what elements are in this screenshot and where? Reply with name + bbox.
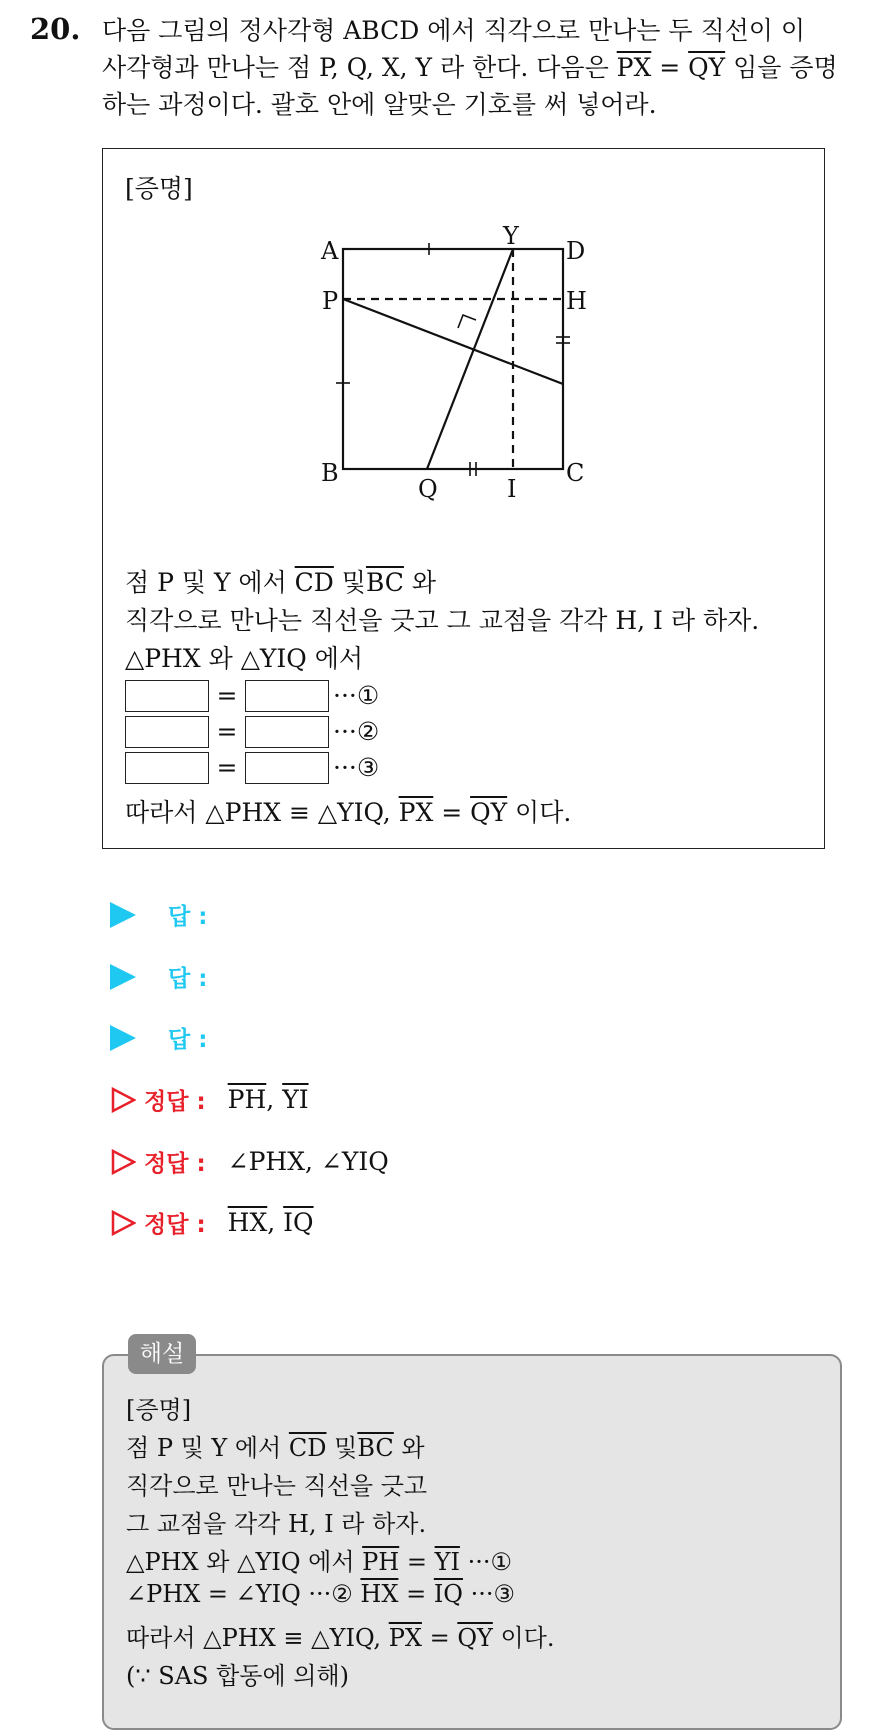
blank-input[interactable] — [125, 752, 209, 784]
blank-input[interactable] — [245, 716, 329, 748]
outline-triangle-icon — [110, 1149, 136, 1175]
correct-answer-1: 정답 : $\overline{PH}$, $\overline{YI}$ — [110, 1083, 309, 1116]
blank-row-1: = ···① — [125, 679, 379, 712]
solution-line-1: [증명] — [126, 1396, 192, 1424]
right-angle-mark — [458, 315, 476, 328]
solution-line-3: 직각으로 만나는 직선을 긋고 — [126, 1472, 428, 1500]
square-abcd — [343, 249, 563, 469]
label-d: D — [566, 237, 586, 265]
play-icon — [110, 902, 136, 928]
proof-line-2: 직각으로 만나는 직선을 긋고 그 교점을 각각 H, I 라 하자. — [125, 606, 760, 635]
label-p: P — [322, 287, 339, 315]
solution-line-6: ∠PHX = ∠YIQ ···② $\overline{HX} = \overline{IQ}$ ···③ — [126, 1580, 515, 1608]
proof-line-3: △PHX 와 △YIQ 에서 — [125, 644, 364, 673]
outline-triangle-icon — [110, 1087, 136, 1113]
label-y: Y — [503, 222, 519, 250]
solution-line-7: 따라서 △PHX ≡ △YIQ, $\overline{PX} = \overline{QY}$ 이다. — [126, 1624, 555, 1652]
label-a: A — [321, 237, 339, 265]
solution-box — [102, 1354, 842, 1730]
question-text — [102, 12, 862, 123]
answer-row-1[interactable]: 답 : — [110, 898, 207, 931]
blank-input[interactable] — [245, 752, 329, 784]
label-c: C — [566, 459, 585, 487]
label-h: H — [566, 287, 587, 315]
proof-line-1: 점 P 및 Y 에서 $\overline{CD}$ 및$\overline{BC}$ 와 — [125, 568, 437, 597]
correct-value: $\overline{PH}$, $\overline{YI}$ — [227, 1085, 309, 1114]
outline-triangle-icon — [110, 1210, 136, 1236]
question-line-1: 다음 그림의 정사각형 ABCD 에서 직각으로 만나는 두 직선이 이 — [102, 16, 806, 45]
blank-input[interactable] — [245, 680, 329, 712]
blank-row-2: = ···② — [125, 715, 379, 748]
square-figure — [303, 219, 623, 509]
solution-line-2: 점 P 및 Y 에서 $\overline{CD}$ 및$\overline{BC}$ 와 — [126, 1434, 425, 1462]
solution-line-4: 그 교점을 각각 H, I 라 하자. — [126, 1510, 427, 1538]
proof-box — [102, 148, 825, 849]
question-line-2: 사각형과 만나는 점 P, Q, X, Y 라 한다. 다음은 $\overline{PX} = \overline{QY}$ 임을 증명 — [102, 53, 838, 82]
answer-row-3[interactable]: 답 : — [110, 1021, 207, 1054]
blank-input[interactable] — [125, 680, 209, 712]
question-line-3: 하는 과정이다. 괄호 안에 알맞은 기호를 써 넣어라. — [102, 90, 657, 119]
blank-input[interactable] — [125, 716, 209, 748]
play-icon — [110, 964, 136, 990]
solution-line-8: (∵ SAS 합동에 의해) — [126, 1662, 350, 1690]
blank-row-3: = ···③ — [125, 751, 379, 784]
solution-line-5: △PHX 와 △YIQ 에서 $\overline{PH} = \overline{YI}$ ···① — [126, 1548, 512, 1576]
question-number: 20. — [30, 12, 81, 46]
label-i: I — [507, 475, 517, 503]
label-b: B — [321, 459, 339, 487]
label-q: Q — [418, 475, 438, 503]
correct-answer-3: 정답 : $\overline{HX}$, $\overline{IQ}$ — [110, 1206, 314, 1239]
answer-row-2[interactable]: 답 : — [110, 960, 207, 993]
correct-value: $\overline{HX}$, $\overline{IQ}$ — [227, 1208, 314, 1237]
line-px — [343, 299, 563, 384]
solution-tag: 해설 — [128, 1334, 196, 1374]
correct-value: ∠PHX, ∠YIQ — [227, 1147, 389, 1176]
proof-label: [증명] — [125, 174, 193, 203]
proof-conclusion: 따라서 △PHX ≡ △YIQ, $\overline{PX} = \overline{QY}$ 이다. — [125, 798, 572, 827]
correct-answer-2: 정답 : ∠PHX, ∠YIQ — [110, 1145, 389, 1178]
play-icon — [110, 1025, 136, 1051]
